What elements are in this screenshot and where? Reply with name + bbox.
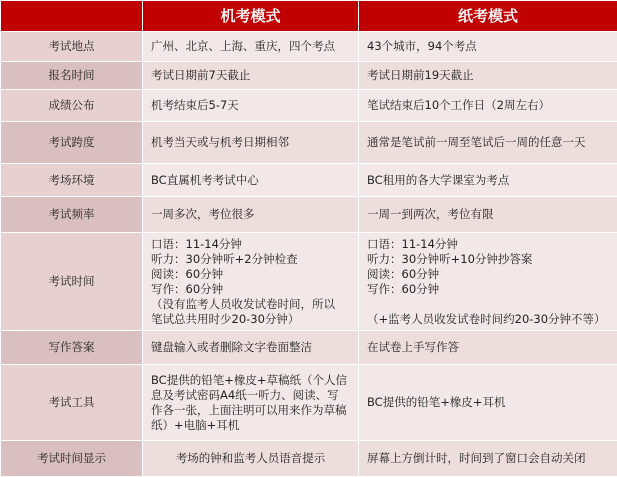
paper-cell: 通常是笔试前一周至笔试后一周的任意一天: [359, 122, 617, 164]
table-row: [1, 233, 617, 331]
table-row: [1, 164, 617, 197]
machine-cell: BC提供的铅笔+橡皮+草稿纸（个人信息及考试密码A4纸一听力、阅读、写作各一张，上面注明可以用来作为草稿纸）+电脑+耳机: [143, 365, 359, 441]
machine-cell: 考场的钟和监考人员语音提示: [143, 441, 359, 477]
machine-cell: 机考当天或与机考日期相邻: [143, 122, 359, 164]
row-label: 考试时间: [1, 233, 143, 331]
paper-cell: 43个城市，94个考点: [359, 32, 617, 62]
machine-cell: 一周多次，考位很多: [143, 197, 359, 233]
header-row: [1, 1, 617, 32]
table-row: [1, 441, 617, 477]
row-label: 考试跨度: [1, 122, 143, 164]
table-row: [1, 122, 617, 164]
table-row: [1, 90, 617, 122]
paper-cell: 在试卷上手写作答: [359, 331, 617, 365]
row-label: 考场环境: [1, 164, 143, 197]
row-label: 报名时间: [1, 62, 143, 90]
paper-cell: 一周一到两次，考位有限: [359, 197, 617, 233]
row-label: 写作答案: [1, 331, 143, 365]
machine-cell: 键盘输入或者删除文字卷面整洁: [143, 331, 359, 365]
paper-cell: 口语：11-14分钟 听力：30分钟听+10分钟抄答案 阅读：60分钟 写作：60分钟 （+监考人员收发试卷时间约20-30分钟不等）: [359, 233, 617, 331]
table-row: [1, 331, 617, 365]
header-machine-mode: 机考模式: [143, 1, 359, 32]
paper-cell: 考试日期前19天截止: [359, 62, 617, 90]
paper-cell: 笔试结束后10个工作日（2周左右）: [359, 90, 617, 122]
machine-cell: BC直属机考考试中心: [143, 164, 359, 197]
table-row: [1, 365, 617, 441]
row-label: 考试时间显示: [1, 441, 143, 477]
row-label: 成绩公布: [1, 90, 143, 122]
header-corner: [1, 1, 143, 32]
row-label: 考试频率: [1, 197, 143, 233]
row-label: 考试工具: [1, 365, 143, 441]
table-row: [1, 197, 617, 233]
machine-cell: 机考结束后5-7天: [143, 90, 359, 122]
row-label: 考试地点: [1, 32, 143, 62]
header-paper-mode: 纸考模式: [359, 1, 617, 32]
paper-cell: 屏幕上方倒计时，时间到了窗口会自动关闭: [359, 441, 617, 477]
table-row: [1, 62, 617, 90]
paper-cell: BC租用的各大学课室为考点: [359, 164, 617, 197]
paper-cell: BC提供的铅笔+橡皮+耳机: [359, 365, 617, 441]
machine-cell: 广州、北京、上海、重庆，四个考点: [143, 32, 359, 62]
machine-cell: 口语：11-14分钟 听力：30分钟听+2分钟检查 阅读：60分钟 写作：60分钟 （没有监考人员收发试卷时间，所以 笔试总共用时少20-30分钟）: [143, 233, 359, 331]
machine-cell: 考试日期前7天截止: [143, 62, 359, 90]
table-row: [1, 32, 617, 62]
